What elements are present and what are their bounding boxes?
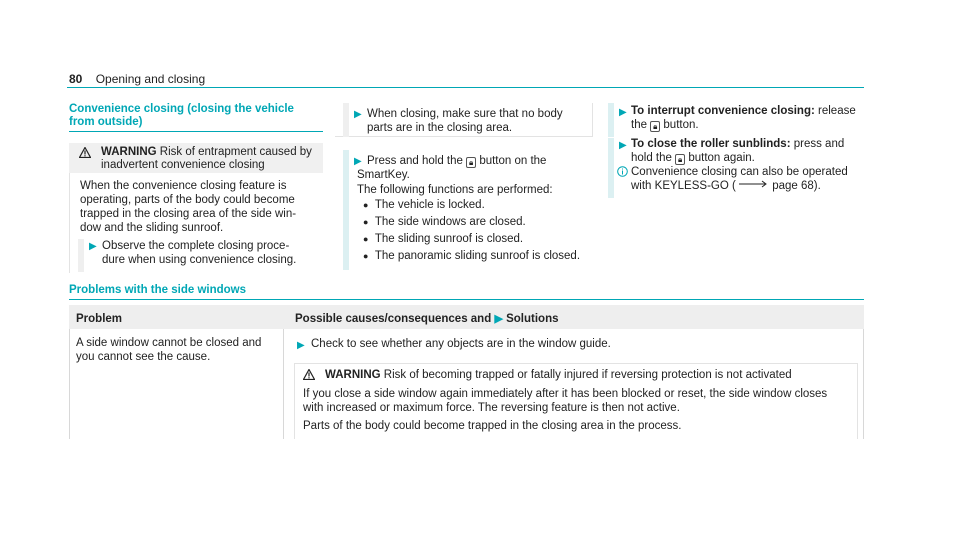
warning-body-3: Parts of the body could become trapped in the closing area in the process. [303,420,682,432]
step-arrow-icon: ▶ [297,340,305,351]
page-header [69,72,205,86]
roller-line1: To close the roller sunblinds: press and [631,138,845,150]
note-line2: parts are in the closing area. [367,122,513,134]
press-hold-line2: SmartKey. [357,169,410,181]
problems-title: Problems with the side windows [69,284,246,296]
section-title: Opening and closing [95,72,206,86]
step-arrow-icon: ▶ [354,156,362,167]
warning-triangle-icon [79,147,91,158]
note-line1: When closing, make sure that no body [367,108,563,120]
warning-text: Risk of becoming trapped or fatally injured if reversing protection is not activated [383,369,792,381]
interrupt-line2: the 🔒︎ button. [631,119,699,131]
warning-line2: inadvertent convenience closing [101,159,265,171]
table-divider [283,329,284,439]
problems-rule [69,299,864,300]
lock-key-icon: 🔒︎ [466,157,476,168]
section-rule [69,131,323,132]
problem-warning-box [294,363,858,439]
step-arrow-icon: ▶ [619,107,627,118]
step-bar-teal [608,138,614,198]
problem-line1: A side window cannot be closed and [76,337,262,349]
note-arrow-icon: ▶ [354,109,362,120]
warning-header-box [69,143,323,173]
observe-step-2: dure when using convenience closing. [102,254,297,266]
functions-list [363,198,580,266]
info-icon [617,166,628,177]
roller-line2: hold the 🔒︎ button again. [631,152,755,164]
table-border-left [69,329,70,439]
section-title-line2: from outside) [69,116,143,128]
warning-body-2: with increased or maximum force. The reversing feature is then not active. [303,402,680,414]
warning-label: WARNING [101,146,157,158]
warning-triangle-icon [303,369,315,380]
section-title-line1: Convenience closing (closing the vehicle [69,103,294,115]
convenience-closing-section [69,103,323,129]
info-line1: Convenience closing can also be operated [631,166,848,178]
warning-body-1: When the convenience closing feature is [80,180,287,192]
page-ref-link[interactable]: page 68). [772,180,821,192]
press-hold-line1: Press and hold the 🔒︎ button on the [367,155,547,167]
warning-body-4: dow and the sliding sunroof. [80,222,224,234]
step-bar [78,239,84,272]
solution-step: Check to see whether any objects are in the window guide. [311,338,611,350]
observe-step-1: Observe the complete closing proce- [102,240,290,252]
lock-key-icon: 🔒︎ [675,154,685,165]
table-header [69,305,864,329]
page-number: 80 [69,72,83,86]
warning-body-box [69,173,323,273]
step-bar-teal [343,150,349,270]
warning-body-3: trapped in the closing area of the side win- [80,208,297,220]
list-item: ● The vehicle is locked. [363,199,485,211]
problem-line2: you cannot see the cause. [76,351,211,363]
info-line2: with KEYLESS-GO ( page 68). [631,180,821,192]
step-arrow-icon: ▶ [619,140,627,151]
note-box [335,103,593,137]
warning-line1: Risk of entrapment caused by [159,146,312,158]
list-item: ● The panoramic sliding sunroof is closed. [363,250,581,262]
step-bar-teal [608,103,614,137]
warning-body-1: If you close a side window again immediately after it has been blocked or reset, the side window closes [303,388,828,400]
list-item: ● The sliding sunroof is closed. [363,233,524,245]
warning-label: WARNING [325,369,381,381]
step-arrow-icon: ▶ [494,313,503,325]
following-functions: The following functions are performed: [357,184,553,196]
warning-body-2: operating, parts of the body could become [80,194,295,206]
step-arrow-icon: ▶ [89,241,97,252]
column-header-problem: Problem [76,313,123,325]
note-bar [343,103,349,137]
table-border-right [863,329,864,439]
column-header-solutions: Possible causes/consequences and ▶ Solutions [295,313,559,325]
list-item: ● The side windows are closed. [363,216,526,228]
lock-key-icon: 🔒︎ [650,121,660,132]
interrupt-line1: To interrupt convenience closing: release [631,105,856,117]
header-rule [67,87,864,88]
page-ref-arrow-icon [739,180,769,188]
